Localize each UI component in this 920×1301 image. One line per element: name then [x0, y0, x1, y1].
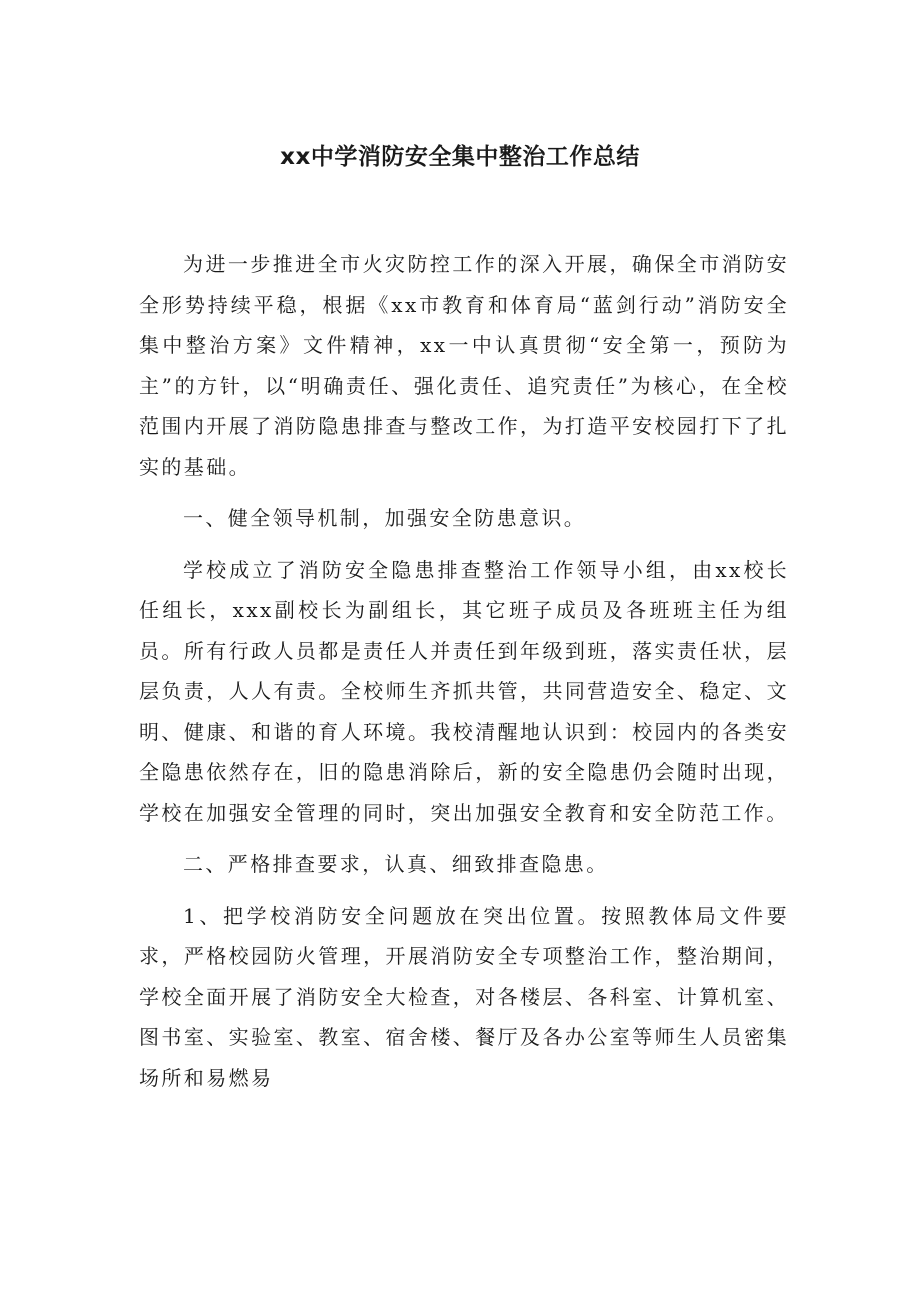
document-body [139, 244, 789, 1098]
section-heading-1: 一、健全领导机制，加强安全防患意识。 [183, 506, 587, 530]
section-2-item-1-paragraph: 1、把学校消防安全问题放在突出位置。按照教体局文件要求，严格校园防火管理，开展消防安全专项整治工作，整治期间，学校全面开展了消防安全大检查，对各楼层、各科室、计算机室、图书室、实验室、教室、宿舍楼、餐厅及各办公室等师生人员密集场所和易燃易 [139, 903, 789, 1090]
document-title: xx中学消防安全集中整治工作总结 [280, 144, 640, 170]
intro-paragraph: 为进一步推进全市火灾防控工作的深入开展，确保全市消防安全形势持续平稳，根据《xx市教育和体育局“蓝剑行动”消防安全集中整治方案》文件精神，xx一中认真贯彻“安全第一，预防为主”的方针，以“明确责任、强化责任、追究责任”为核心，在全校范围内开展了消防隐患排查与整改工作，为打造平安校园打下了扎实的基础。 [139, 252, 789, 479]
section-heading-2: 二、严格排查要求，认真、细致排查隐患。 [183, 852, 609, 876]
section-1-paragraph: 学校成立了消防安全隐患排查整治工作领导小组，由xx校长任组长，xxx副校长为副组长，其它班子成员及各班班主任为组员。所有行政人员都是责任人并责任到年级到班，落实责任状，层层负责，人人有责。全校师生齐抓共管，共同营造安全、稳定、文明、健康、和谐的育人环境。我校清醒地认识到：校园内的各类安全隐患依然存在，旧的隐患消除后，新的安全隐患仍会随时出现，学校在加强安全管理的同时，突出加强安全教育和安全防范工作。 [139, 557, 789, 825]
